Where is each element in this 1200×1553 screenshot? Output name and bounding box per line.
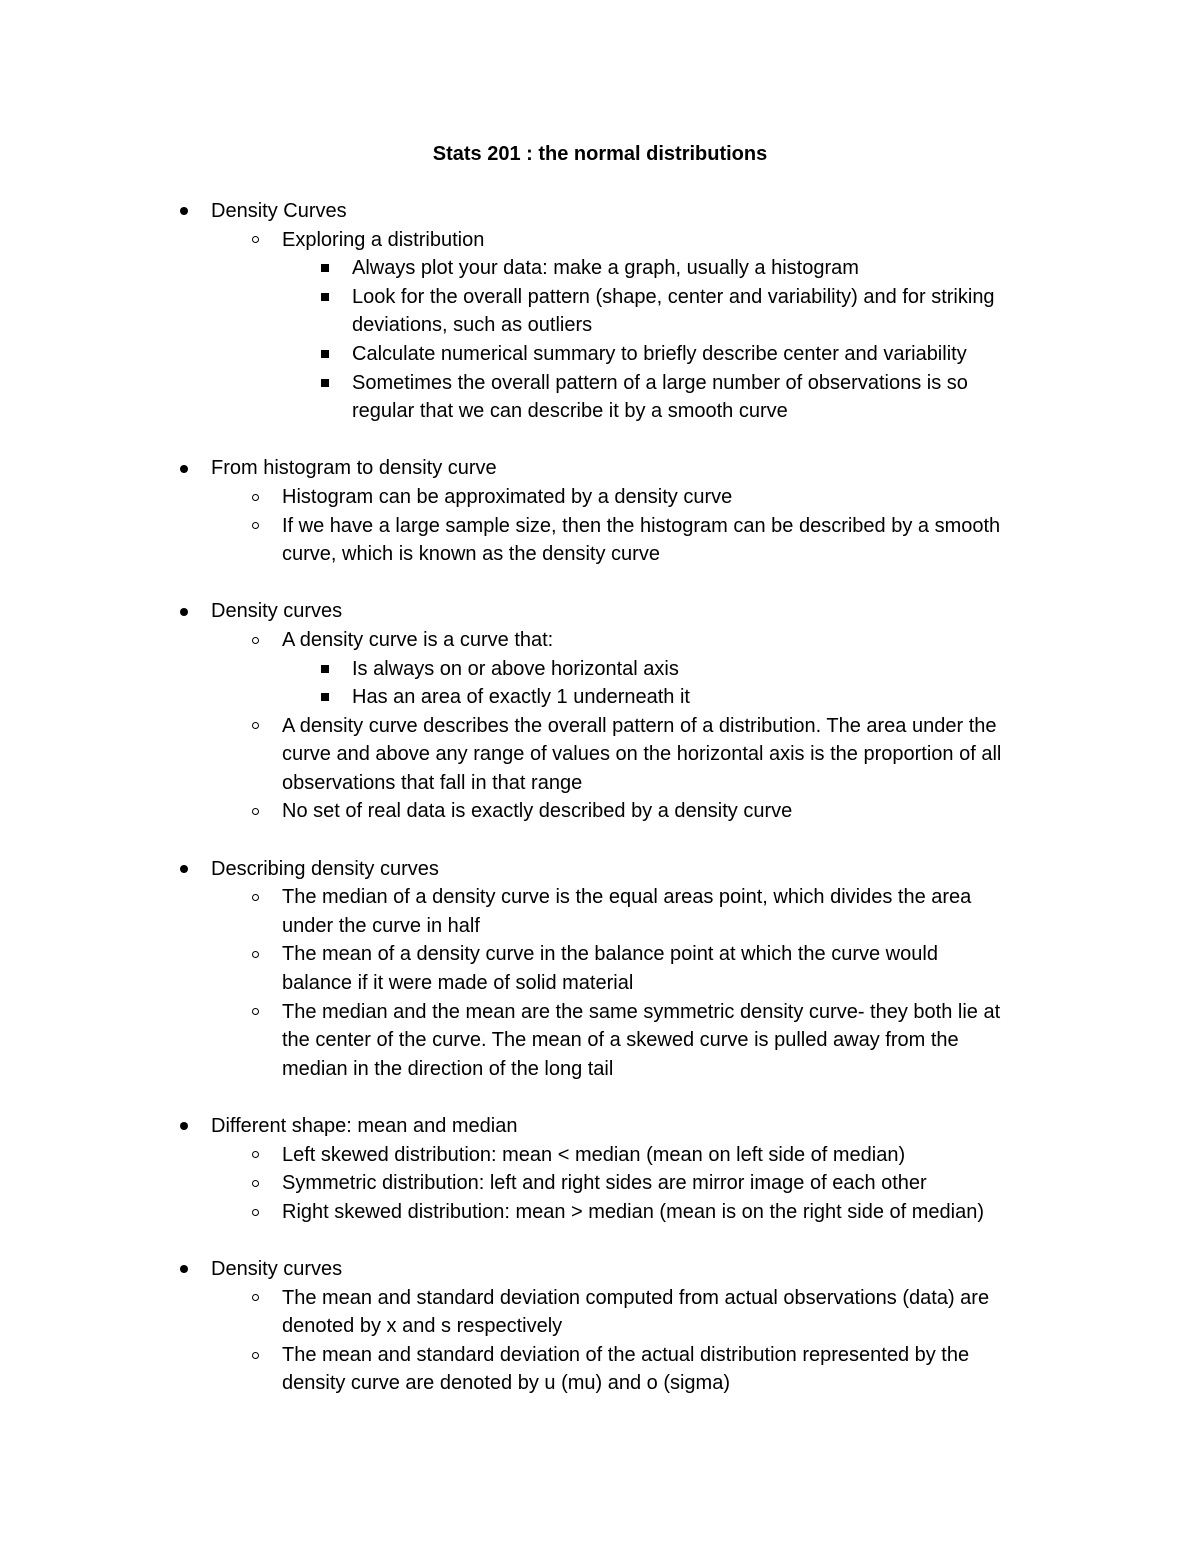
bullet-square-icon	[318, 655, 332, 684]
bullet-ring-icon	[248, 483, 262, 512]
outline	[0, 197, 1200, 1398]
bullet-dot-icon	[177, 454, 191, 483]
list-item: Left skewed distribution: mean < median (mean on left side of median)	[0, 1141, 1200, 1170]
bullet-ring-icon	[248, 1169, 262, 1198]
section-heading: From histogram to density curve	[0, 454, 1200, 483]
list-item: Histogram can be approximated by a density curve	[0, 483, 1200, 512]
bullet-ring-icon	[248, 1141, 262, 1170]
bullet-dot-icon	[177, 197, 191, 226]
list-item: No set of real data is exactly described by a density curve	[0, 797, 1200, 826]
list-item: The mean and standard deviation of the actual distribution represented by the density curve are denoted by u (mu) and o (sigma)	[0, 1341, 1200, 1398]
bullet-square-icon	[318, 683, 332, 712]
bullet-ring-icon	[248, 512, 262, 541]
list-item: Right skewed distribution: mean > median (mean is on the right side of median)	[0, 1198, 1200, 1227]
list-item: A density curve is a curve that:	[0, 626, 1200, 655]
sub-list-item: Is always on or above horizontal axis	[0, 655, 1200, 684]
section-heading: Density Curves	[0, 197, 1200, 226]
section-heading: Density curves	[0, 597, 1200, 626]
bullet-dot-icon	[177, 855, 191, 884]
bullet-ring-icon	[248, 883, 262, 912]
bullet-square-icon	[318, 340, 332, 369]
bullet-square-icon	[318, 254, 332, 283]
list-item: The mean and standard deviation computed from actual observations (data) are denoted by x and s respectively	[0, 1284, 1200, 1341]
list-item: If we have a large sample size, then the histogram can be described by a smooth curve, which is known as the density curve	[0, 512, 1200, 569]
sub-list-item: Look for the overall pattern (shape, center and variability) and for striking deviations, such as outliers	[0, 283, 1200, 340]
list-item: The median of a density curve is the equal areas point, which divides the area under the curve in half	[0, 883, 1200, 940]
bullet-square-icon	[318, 283, 332, 312]
bullet-ring-icon	[248, 797, 262, 826]
bullet-ring-icon	[248, 1198, 262, 1227]
sub-list-item: Sometimes the overall pattern of a large number of observations is so regular that we can describe it by a smooth curve	[0, 369, 1200, 426]
page-title: Stats 201 : the normal distributions	[432, 143, 768, 165]
section-heading: Density curves	[0, 1255, 1200, 1284]
bullet-square-icon	[318, 369, 332, 398]
bullet-dot-icon	[177, 1255, 191, 1284]
bullet-ring-icon	[248, 1284, 262, 1313]
bullet-dot-icon	[177, 1112, 191, 1141]
list-item: The mean of a density curve in the balance point at which the curve would balance if it were made of solid material	[0, 940, 1200, 997]
bullet-ring-icon	[248, 998, 262, 1027]
bullet-ring-icon	[248, 1341, 262, 1370]
sub-list-item: Always plot your data: make a graph, usually a histogram	[0, 254, 1200, 283]
sub-list-item: Calculate numerical summary to briefly describe center and variability	[0, 340, 1200, 369]
sub-list-item: Has an area of exactly 1 underneath it	[0, 683, 1200, 712]
list-item: Symmetric distribution: left and right sides are mirror image of each other	[0, 1169, 1200, 1198]
section-heading: Different shape: mean and median	[0, 1112, 1200, 1141]
bullet-ring-icon	[248, 940, 262, 969]
bullet-ring-icon	[248, 712, 262, 741]
list-item: Exploring a distribution	[0, 226, 1200, 255]
bullet-ring-icon	[248, 626, 262, 655]
bullet-dot-icon	[177, 597, 191, 626]
list-item: A density curve describes the overall pattern of a distribution. The area under the curve and above any range of values on the horizontal axis is the proportion of all observations that fall in that range	[0, 712, 1200, 798]
bullet-ring-icon	[248, 226, 262, 255]
list-item: The median and the mean are the same symmetric density curve- they both lie at the center of the curve. The mean of a skewed curve is pulled away from the median in the direction of the long tail	[0, 998, 1200, 1084]
section-heading: Describing density curves	[0, 855, 1200, 884]
